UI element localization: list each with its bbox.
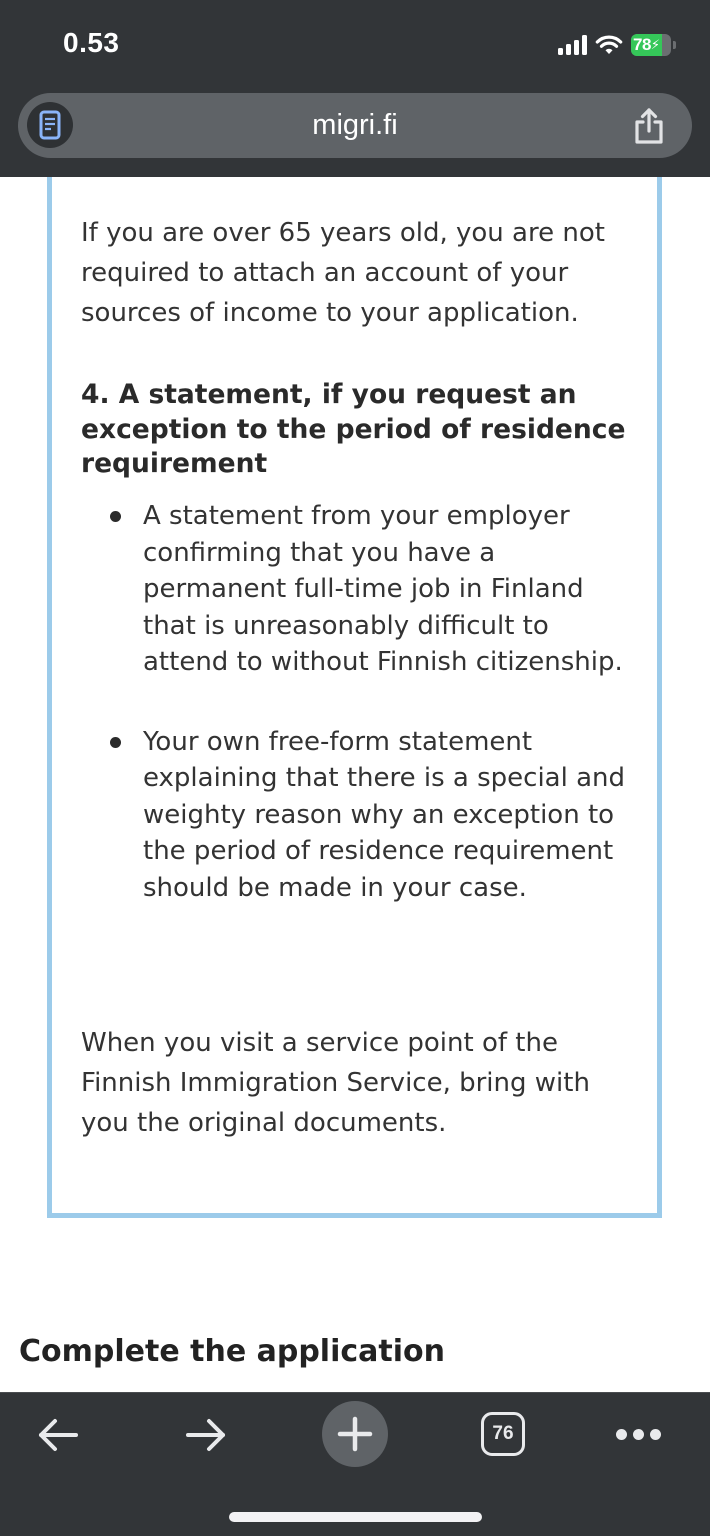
tab-count-badge: 76 xyxy=(481,1412,525,1456)
browser-top-chrome xyxy=(0,0,710,177)
page-content xyxy=(0,177,710,1392)
original-documents-paragraph: When you visit a service point of the Finnish Immigration Service, bring with you the original documents. xyxy=(81,1028,590,1138)
status-icons xyxy=(558,33,676,57)
battery-charging-icon xyxy=(631,34,671,56)
item-4-heading: 4. A statement, if you request an exception to the period of residence requirement xyxy=(81,379,626,479)
home-indicator[interactable] xyxy=(229,1512,482,1522)
status-time: 0.53 xyxy=(63,27,120,58)
more-dots-icon xyxy=(616,1429,661,1440)
charging-bolt-icon: ⚡︎ xyxy=(650,37,661,53)
cellular-signal-icon xyxy=(558,35,587,55)
item-4-bullet-list xyxy=(81,498,641,906)
complete-application-heading: Complete the application xyxy=(19,1334,445,1369)
bullet-text: A statement from your employer confirming that you have a permanent full-time job in Finland that is unreasonably difficult to attend to without Finnish citizenship. xyxy=(143,501,623,677)
over-65-paragraph: If you are over 65 years old, you are not required to attach an account of your sources of income to your application. xyxy=(81,218,605,328)
share-icon xyxy=(632,107,666,145)
forward-arrow-icon xyxy=(184,1418,228,1452)
bullet-icon xyxy=(110,737,121,748)
battery-percent: 78 xyxy=(633,35,651,54)
bullet-text: Your own free-form statement explaining that there is a special and weighty reason why an exception to the period of residence requirement should be made in your case. xyxy=(143,726,626,903)
forward-button[interactable] xyxy=(178,1413,234,1457)
list-item xyxy=(81,498,641,681)
list-item xyxy=(81,724,641,907)
share-button[interactable] xyxy=(630,106,668,146)
bullet-icon xyxy=(110,511,121,522)
back-button[interactable] xyxy=(30,1413,86,1457)
wifi-icon xyxy=(595,34,623,56)
new-tab-button[interactable] xyxy=(322,1401,388,1467)
url-text[interactable]: migri.fi xyxy=(312,109,398,141)
back-arrow-icon xyxy=(36,1418,80,1452)
battery-nub xyxy=(673,41,676,49)
tab-switcher-button[interactable] xyxy=(481,1412,525,1456)
more-menu-button[interactable] xyxy=(610,1419,666,1449)
plus-icon xyxy=(337,1416,373,1452)
